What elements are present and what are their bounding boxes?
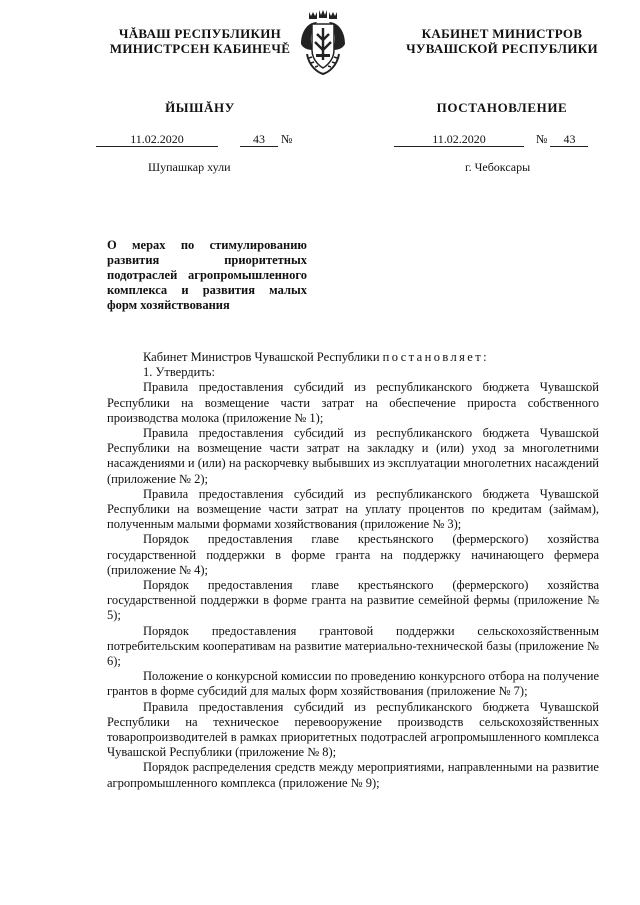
paragraph: Порядок распределения средств между мероприятиями, направленными на развитие агропромышленного комплекса (приложение № 9); [107,760,599,790]
number-left: 43 [240,132,278,147]
header-left-block [80,26,320,56]
header-right-line1: КАБИНЕТ МИНИСТРОВ [421,26,583,41]
item-1: 1. Утвердить: [143,365,215,380]
paragraph: Порядок предоставления главе крестьянского (фермерского) хозяйства государственной поддержки в форме гранта на поддержку начинающего фермера (приложение № 4); [107,532,599,577]
header-right-block [382,26,622,56]
place-right: г. Чебоксары [465,160,531,174]
date-line-left [96,132,292,146]
document-body [107,350,599,791]
header-right-line2: ЧУВАШСКОЙ РЕСПУБЛИКИ [406,41,598,56]
place-left: Шупашкар хули [148,160,231,174]
number-sign-left: № [281,132,293,146]
paragraph: Правила предоставления субсидий из республиканского бюджета Чувашской Республики на возмещение части затрат на обеспечение прироста собственного производства молока (приложение № 1); [107,380,599,425]
paragraph: Порядок предоставления грантовой поддержки сельскохозяйственным потребительским кооперативам на развитие материально-технической базы (приложение № 6); [107,623,599,669]
paragraph: Правила предоставления субсидий из республиканского бюджета Чувашской Республики на возмещение части затрат на закладку и (или) уход за многолетними насаждениями и (или) на раскорчевку выбывших из эксплуатации многолетних насаждений (приложение № 2); [107,426,599,486]
coat-of-arms-icon [299,10,347,78]
header-left-title: ЙЫШĂНУ [165,100,235,115]
intro-suffix: : [483,350,487,364]
paragraph: Правила предоставления субсидий из республиканского бюджета Чувашской Республики на техническое перевооружение производств сельскохозяйственных товаропроизводителей в рамках приоритетных подотраслей агропромышленного комплекса Чувашской Республики (приложение № 8); [107,699,599,760]
intro-paragraph [107,350,599,365]
paragraph: Правила предоставления субсидий из республиканского бюджета Чувашской Республики на возмещение части затрат на уплату процентов по кредитам (займам), полученным малыми формами хозяйствования (приложение № 3); [107,486,599,532]
number-right: 43 [550,132,588,147]
date-left: 11.02.2020 [96,132,218,147]
document-subject: О мерах по стимулированию развития приоритетных подотраслей агропромышленного комплекса и развития малых форм хозяйствования [107,238,307,312]
header-left-line1: ЧĂВАШ РЕСПУБЛИКИН [118,26,282,41]
number-sign-right: № [536,132,548,146]
paragraph: Порядок предоставления главе крестьянского (фермерского) хозяйства государственной поддержки в форме гранта на развитие семейной фермы (приложение № 5); [107,578,599,623]
header-right-title: ПОСТАНОВЛЕНИЕ [436,100,568,115]
header-left-line2: МИНИСТРСЕН КАБИНЕЧĚ [109,41,291,56]
date-line-right [394,132,588,146]
paragraph: Положение о конкурсной комиссии по проведению конкурсного отбора на получение грантов в форме субсидий для малых форм хозяйствования (приложение № 7); [107,669,599,699]
intro-spaced: постановляет [382,350,484,364]
date-right: 11.02.2020 [394,132,524,147]
intro-prefix: Кабинет Министров Чувашской Республики [143,350,383,364]
